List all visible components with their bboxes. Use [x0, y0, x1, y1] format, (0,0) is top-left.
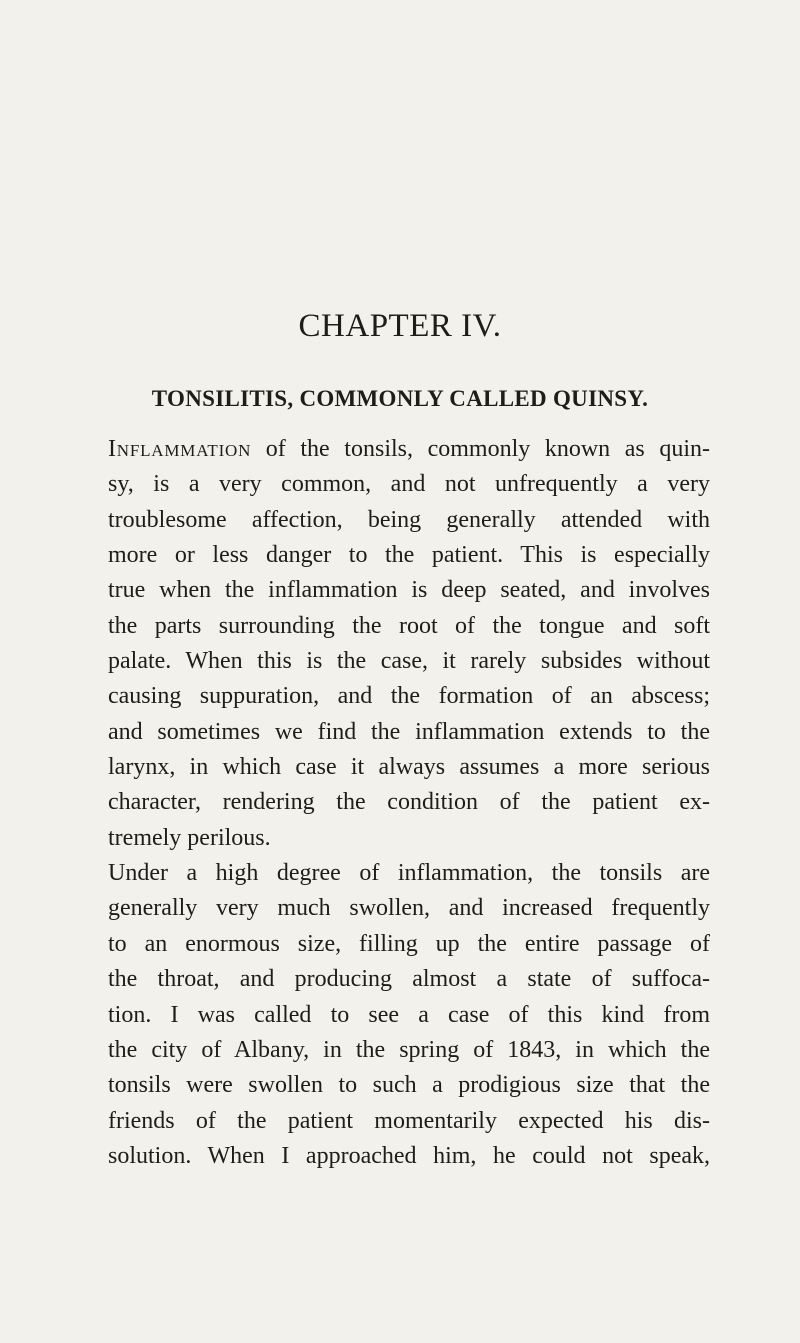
- paragraph-line: the parts surrounding the root of the tongue and soft: [108, 612, 710, 639]
- paragraph-1: [108, 432, 710, 856]
- paragraph-line: solution. When I approached him, he could not speak,: [108, 1142, 710, 1169]
- lead-word: Inflammation: [108, 436, 252, 462]
- paragraph-line: Inflammation of the tonsils, commonly known as quin-: [108, 436, 710, 462]
- chapter-title: CHAPTER IV.: [298, 308, 502, 344]
- paragraph-line: more or less danger to the patient. This is especially: [108, 542, 710, 569]
- paragraph-line: the throat, and producing almost a state of suffoca-: [108, 966, 710, 993]
- paragraph-line: the city of Albany, in the spring of 1843, in which the: [108, 1036, 710, 1063]
- paragraph-line: larynx, in which case it always assumes a more serious: [108, 754, 710, 781]
- paragraph-line: and sometimes we find the inflammation extends to the: [108, 718, 710, 745]
- paragraph-line: tion. I was called to see a case of this kind from: [108, 1001, 710, 1028]
- paragraph-line: sy, is a very common, and not unfrequently a very: [108, 471, 710, 498]
- paragraph-line: tonsils were swollen to such a prodigious size that the: [108, 1072, 710, 1099]
- paragraph-line: palate. When this is the case, it rarely subsides without: [108, 648, 710, 675]
- paragraph-line: to an enormous size, filling up the entire passage of: [108, 930, 710, 957]
- paragraph-line: causing suppuration, and the formation of an abscess;: [108, 683, 710, 710]
- paragraph-line: character, rendering the condition of the patient ex-: [108, 789, 710, 816]
- body-text: [108, 432, 710, 1174]
- paragraph-2: [108, 856, 710, 1174]
- paragraph-line: true when the inflammation is deep seated, and involves: [108, 577, 710, 604]
- paragraph-line: generally very much swollen, and increased frequently: [108, 895, 710, 922]
- paragraph-line: friends of the patient momentarily expected his dis-: [108, 1107, 710, 1134]
- paragraph-line: troublesome affection, being generally attended with: [108, 506, 710, 533]
- paragraph-line: Under a high degree of inflammation, the tonsils are: [108, 860, 710, 887]
- chapter-subtitle: TONSILITIS, COMMONLY CALLED QUINSY.: [151, 386, 649, 411]
- paragraph-line: tremely perilous.: [108, 824, 271, 851]
